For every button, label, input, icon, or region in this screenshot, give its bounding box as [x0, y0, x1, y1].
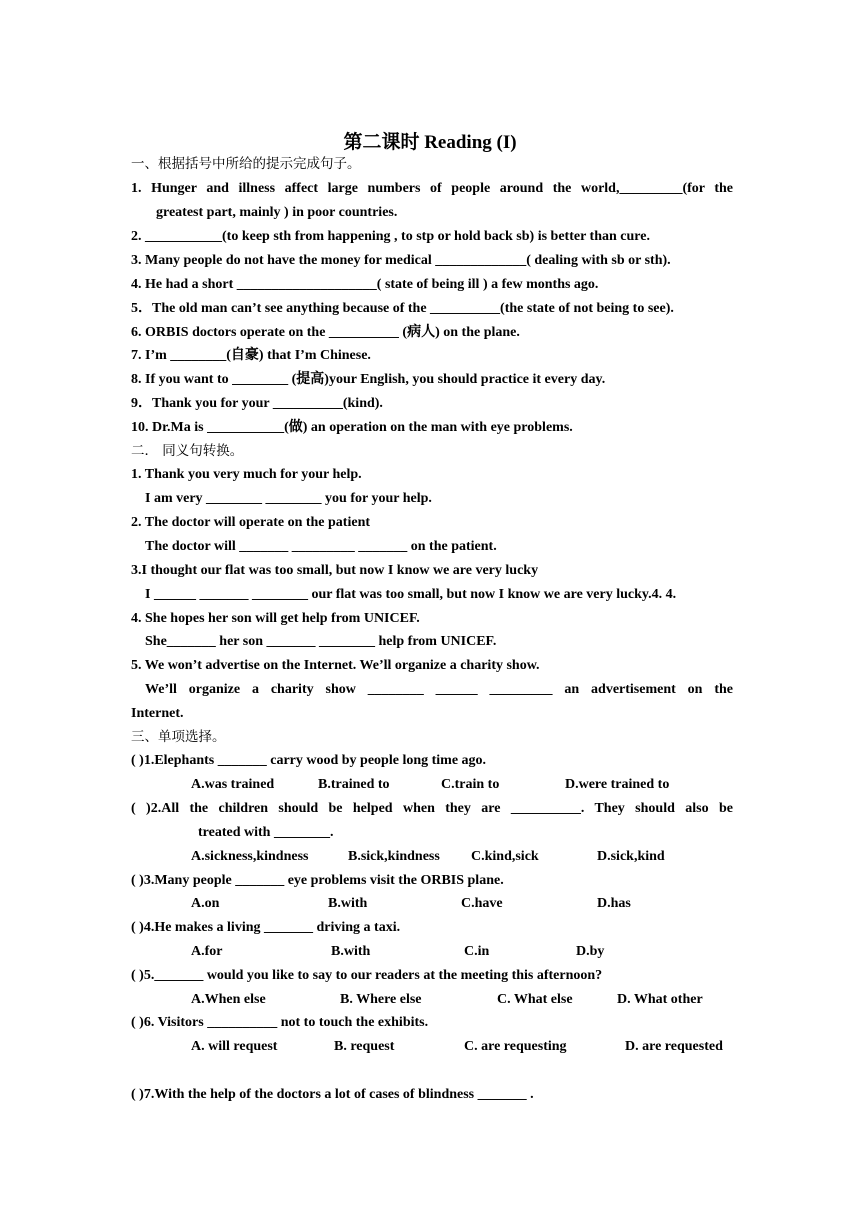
section2-s1-rewrite: I am very ________ ________ you for your help.	[145, 491, 432, 506]
section3-q5: ( )5._______ would you like to say to our readers at the meeting this afternoon?	[131, 968, 603, 983]
section1-q7: 7. I’m ________(自豪) that I’m Chinese.	[131, 348, 371, 363]
section1-q8: 8. If you want to ________ (提高)your English, you should practice it every day.	[131, 372, 606, 387]
q6-option-b: B. request	[334, 1039, 395, 1054]
section3-q7: ( )7.With the help of the doctors a lot of cases of blindness _______ .	[131, 1087, 534, 1102]
section1-q4: 4. He had a short ____________________( state of being ill ) a few months ago.	[131, 277, 599, 292]
q3-option-b: B.with	[328, 896, 368, 911]
section3-q6: ( )6. Visitors __________ not to touch the exhibits.	[131, 1015, 429, 1030]
section1-q2: 2. ___________(to keep sth from happening , to stp or hold back sb) is better than cure.	[131, 229, 650, 244]
q6-option-d: D. are requested	[625, 1039, 723, 1054]
section1-q9: 9．Thank you for your __________(kind).	[131, 396, 383, 411]
q1-option-d: D.were trained to	[565, 777, 670, 792]
q5-option-a: A.When else	[191, 992, 266, 1007]
section3-q2-line1: ( )2.All the children should be helped when they are __________. They should also be	[131, 801, 733, 816]
q4-option-c: C.in	[464, 944, 490, 959]
q5-option-b: B. Where else	[340, 992, 422, 1007]
section2-s5-rewrite-line2: Internet.	[131, 706, 184, 721]
q1-option-a: A.was trained	[191, 777, 275, 792]
section2-s5-original: 5. We won’t advertise on the Internet. We’ll organize a charity show.	[131, 658, 540, 673]
q2-option-b: B.sick,kindness	[348, 849, 440, 864]
section3-q4: ( )4.He makes a living _______ driving a taxi.	[131, 920, 401, 935]
section2-s2-rewrite: The doctor will _______ _________ _______ on the patient.	[145, 539, 497, 554]
q6-option-c: C. are requesting	[464, 1039, 567, 1054]
section2-s2-original: 2. The doctor will operate on the patient	[131, 515, 371, 530]
q2-option-c: C.kind,sick	[471, 849, 539, 864]
page-title: 第二课时 Reading (I)	[343, 132, 517, 153]
q4-option-b: B.with	[331, 944, 371, 959]
section1-q10: 10. Dr.Ma is ___________(做) an operation on the man with eye problems.	[131, 420, 573, 435]
section1-q1-line2: greatest part, mainly ) in poor countries.	[156, 205, 398, 220]
section2-s1-original: 1. Thank you very much for your help.	[131, 467, 362, 482]
section3-heading: 三、单项选择。	[131, 729, 226, 745]
q4-option-a: A.for	[191, 944, 223, 959]
q1-option-c: C.train to	[441, 777, 500, 792]
section2-s5-rewrite-line1: We’ll organize a charity show ________ ______ _________ an advertisement on the	[145, 682, 733, 697]
section1-q6: 6. ORBIS doctors operate on the __________ (病人) on the plane.	[131, 325, 520, 340]
q2-option-d: D.sick,kind	[597, 849, 665, 864]
q5-option-d: D. What other	[617, 992, 703, 1007]
section2-s3-rewrite: I ______ _______ ________ our flat was too small, but now I know we are very lucky.4. 4.	[145, 587, 677, 602]
section1-q1-line1: 1. Hunger and illness affect large numbers of people around the world,_________(for the	[131, 181, 733, 196]
q4-option-d: D.by	[576, 944, 605, 959]
q2-option-a: A.sickness,kindness	[191, 849, 309, 864]
q1-option-b: B.trained to	[318, 777, 390, 792]
q3-option-d: D.has	[597, 896, 631, 911]
section1-q5: 5．The old man can’t see anything because of the __________(the state of not being to see).	[131, 301, 674, 316]
q6-option-a: A. will request	[191, 1039, 278, 1054]
section3-q1: ( )1.Elephants _______ carry wood by people long time ago.	[131, 753, 487, 768]
section3-q2-line2: treated with ________.	[198, 825, 334, 840]
section2-s4-rewrite: She_______ her son _______ ________ help from UNICEF.	[145, 634, 497, 649]
q3-option-a: A.on	[191, 896, 220, 911]
section1-q3: 3. Many people do not have the money for medical _____________( dealing with sb or sth).	[131, 253, 671, 268]
section1-heading: 一、根据括号中所给的提示完成句子。	[131, 156, 361, 172]
section2-heading: 二． 同义句转换。	[131, 443, 244, 459]
q3-option-c: C.have	[461, 896, 503, 911]
section3-q3: ( )3.Many people _______ eye problems visit the ORBIS plane.	[131, 873, 504, 888]
section2-s4-original: 4. She hopes her son will get help from UNICEF.	[131, 611, 420, 626]
section2-s3-original: 3.I thought our flat was too small, but now I know we are very lucky	[131, 563, 539, 578]
q5-option-c: C. What else	[497, 992, 573, 1007]
